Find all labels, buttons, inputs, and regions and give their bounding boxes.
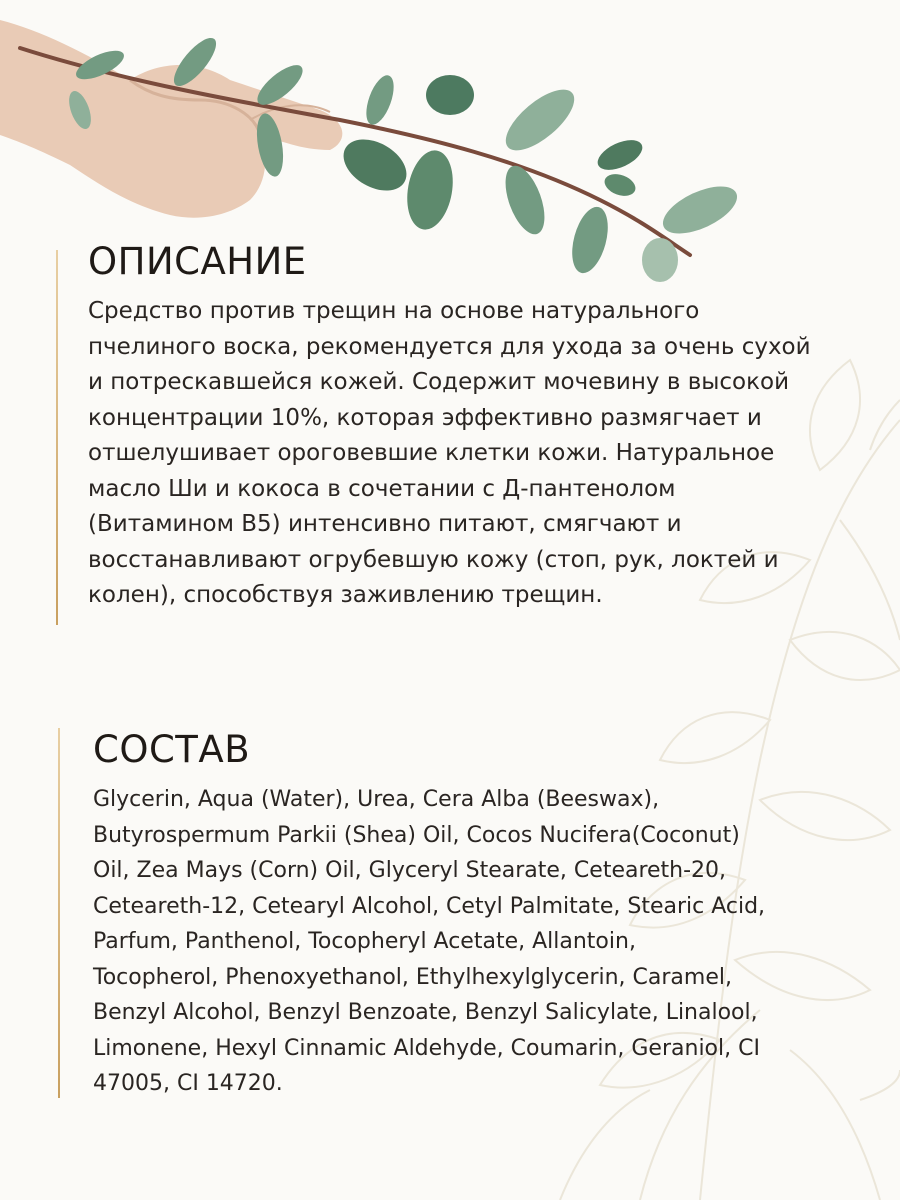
composition-line: 47005, CI 14720. — [93, 1071, 283, 1096]
description-line: Средство против трещин на основе натурального — [88, 298, 700, 324]
description-line: (Витамином B5) интенсивно питают, смягчают и — [88, 511, 682, 537]
description-line: отшелушивает ороговевшие клетки кожи. Натуральное — [88, 440, 775, 466]
composition-line: Oil, Zea Mays (Corn) Oil, Glyceryl Stearate, Ceteareth-20, — [93, 858, 727, 883]
description-line: колен), способствуя заживлению трещин. — [88, 582, 603, 608]
composition-line: Benzyl Alcohol, Benzyl Benzoate, Benzyl Salicylate, Linalool, — [93, 1000, 758, 1025]
composition-text — [93, 782, 765, 1102]
description-heading: ОПИСАНИЕ — [88, 240, 307, 283]
hand-illustration — [0, 20, 342, 218]
composition-heading: СОСТАВ — [93, 728, 251, 771]
composition-line: Butyrospermum Parkii (Shea) Oil, Cocos Nucifera(Coconut) — [93, 822, 740, 848]
description-line: восстанавливают огрубевшую кожу (стоп, рук, локтей и — [88, 546, 779, 573]
description-line: масло Ши и кокоса в сочетании с Д-пантенолом — [88, 475, 676, 502]
description-text — [88, 294, 811, 614]
composition-line: Parfum, Panthenol, Tocopheryl Acetate, Allantoin, — [93, 929, 636, 954]
composition-line: Ceteareth-12, Cetearyl Alcohol, Cetyl Palmitate, Stearic Acid, — [93, 893, 766, 919]
composition-accent-line — [58, 728, 60, 1098]
description-line: концентрации 10%, которая эффективно размягчает и — [88, 404, 762, 431]
composition-line: Tocopherol, Phenoxyethanol, Ethylhexylglycerin, Caramel, — [93, 964, 732, 990]
description-line: и потрескавшейся кожей. Содержит мочевину в высокой — [88, 369, 790, 395]
composition-line: Glycerin, Aqua (Water), Urea, Cera Alba (Beeswax), — [93, 787, 660, 812]
description-accent-line — [56, 250, 58, 625]
composition-line: Limonene, Hexyl Cinnamic Aldehyde, Coumarin, Geraniol, CI — [93, 1035, 760, 1061]
description-line: пчелиного воска, рекомендуется для ухода за очень сухой — [88, 333, 811, 360]
